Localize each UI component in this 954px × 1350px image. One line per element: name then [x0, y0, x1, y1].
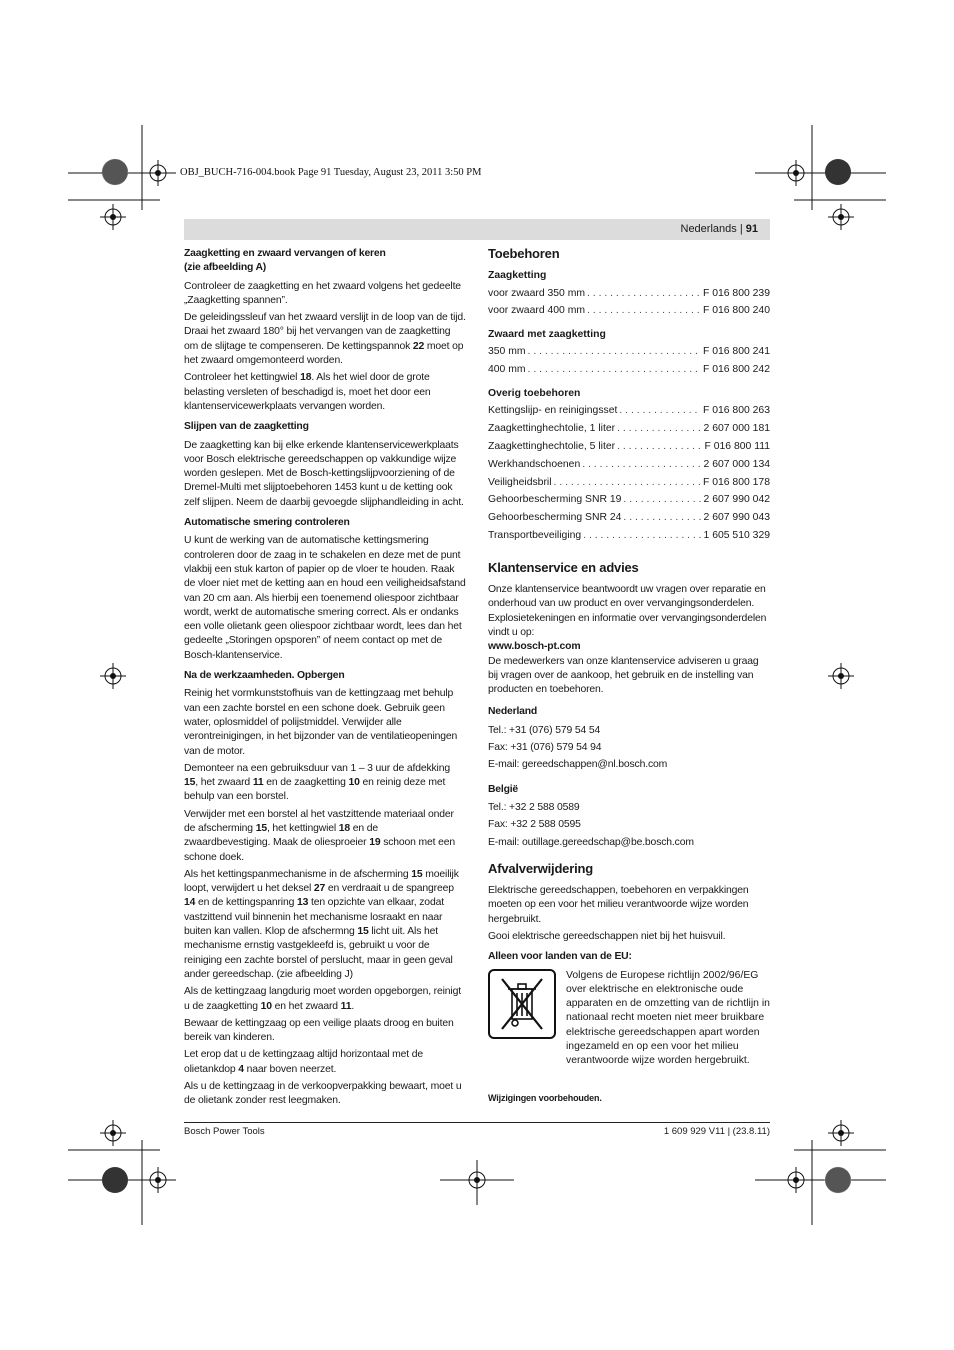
- language-label: Nederlands: [680, 223, 737, 235]
- footer-rule: [184, 1122, 770, 1123]
- paragraph: Verwijder met een borstel al het vastzittende materiaal onder de afscherming 15, het kettingwiel 18 en de zwaardbevestiging. Maak de oliesproeier 19 schoon met een schone doek.: [184, 808, 456, 863]
- accessory-item: [488, 345, 770, 363]
- country-belgium: België: [488, 783, 518, 795]
- paragraph: Elektrische gereedschappen, toebehoren en verpakkingen moeten op een voor het milieu verantwoorde wijze worden hergebruikt.: [488, 885, 749, 925]
- footer-docnumber: 1 609 929 V11 | (23.8.11): [663, 1126, 770, 1137]
- paragraph: Controleer de zaagketting en het zwaard volgens het gedeelte „Zaagketting spannen”.: [184, 280, 461, 306]
- paragraph: Reinig het vormkunststofhuis van de kettingzaag met behulp van een zachte borstel en een schone doek. Gebruik geen water, oplosmiddel of polijstmiddel. Verwijder alle verontreinigingen, in het bijzonder van de ventilatieopeningen van de motor.: [184, 688, 458, 757]
- paragraph: Let erop dat u de kettingzaag altijd horizontaal met de olietankdop 4 naar boven neerzet.: [184, 1049, 423, 1075]
- accessory-item: [488, 287, 770, 305]
- accessories-list: [488, 269, 770, 546]
- accessory-label: Zaagkettinghechtolie, 5 liter: [488, 440, 616, 452]
- accessory-code: 1 605 510 329: [703, 529, 770, 541]
- leader-dots: [623, 511, 701, 525]
- accessory-item: [488, 422, 770, 440]
- leader-dots: [587, 287, 701, 301]
- leader-dots: [528, 345, 701, 359]
- accessory-label: voor zwaard 400 mm: [488, 305, 586, 317]
- page-header: [681, 223, 759, 235]
- nl-phone: Tel.: +31 (076) 579 54 54: [488, 724, 601, 736]
- accessory-code: F 016 800 240: [702, 305, 770, 317]
- accessory-label: Veiligheidsbril: [488, 476, 552, 488]
- accessory-group-title: Zwaard met zaagketting: [488, 329, 606, 341]
- accessory-label: Kettingslijp- en reinigingsset: [488, 405, 618, 417]
- accessory-code: F 016 800 178: [702, 476, 770, 488]
- be-phone: Tel.: +32 2 588 0589: [488, 801, 580, 813]
- header-separator: |: [739, 223, 743, 235]
- nl-email[interactable]: E-mail: gereedschappen@nl.bosch.com: [488, 759, 668, 771]
- weee-text: Volgens de Europese richtlijn 2002/96/EG over elektrische en elektronische oude apparaten en de omzetting van de richtlijn in nationaal recht moeten niet meer bruikbare elektrische gereedschappen apart worden ingezameld en op een voor het milieu verantwoorde wijze worden hergebruikt.: [566, 969, 770, 1067]
- paragraph: Onze klantenservice beantwoordt uw vragen over reparatie en onderhoud van uw product en over vervangingsonderdelen. Explosietekeningen en informatie over vervangingsonderdelen vindt u op:: [488, 584, 767, 638]
- paragraph: De zaagketting kan bij elke erkende klantenservicewerkplaats voor Bosch elektrische gereedschappen op vakkundige wijze worden geslepen. Met de Bosch-kettingslijpvoorziening of de Dremel-Multi met slijptoebehoren 1453 kunt u de ketting ook zelf slijpen. Neem de daarbij gevoegde slijphandleiding in acht.: [184, 439, 464, 508]
- accessory-code: 2 607 000 134: [703, 458, 770, 470]
- paragraph: Als u de kettingzaag in de verkoopverpakking bewaart, moet u de olietank zonder rest leegmaken.: [184, 1081, 462, 1107]
- disposal-title: Afvalverwijdering: [488, 860, 593, 876]
- be-email[interactable]: E-mail: outillage.gereedschap@be.bosch.com: [488, 836, 694, 848]
- paragraph: U kunt de werking van de automatische kettingsmering controleren door de zaag in te schakelen en deze met de punt vlakbij een stuk karton of papier op de vloer te houden. Raak de vloer niet met de ketting aan en houd een veiligheidsafstand van 20 cm aan. Als hierbij een toenemend oliespoor zichtbaar wordt, werkt de automatische smering correct. Als er ondanks een volle olietank geen oliespoor zichtbaar wordt, lees dan het gedeelte „Storingen opsporen” of neem contact op met de Bosch-klantenservice.: [184, 535, 466, 661]
- crossed-out-bin-icon: [488, 969, 556, 1039]
- leader-dots: [582, 458, 701, 472]
- accessory-code: F 016 800 239: [702, 287, 770, 299]
- accessory-code: F 016 800 242: [702, 364, 770, 376]
- section-title-sharpening: Slijpen van de zaagketting: [184, 421, 309, 433]
- leader-dots: [528, 363, 701, 377]
- language-bar: [184, 219, 770, 240]
- paragraph: De medewerkers van onze klantenservice adviseren u graag bij vragen over de aankoop, het gebruik en de instelling van producten en toebehoren.: [488, 655, 759, 696]
- nl-fax: Fax: +31 (076) 579 54 94: [488, 742, 602, 754]
- footer-brand: Bosch Power Tools: [184, 1126, 265, 1137]
- accessory-label: 400 mm: [488, 364, 526, 376]
- accessory-code: F 016 800 263: [702, 405, 770, 417]
- accessory-item: [488, 404, 770, 422]
- accessory-code: F 016 800 241: [702, 346, 770, 358]
- accessory-group-title: Overig toebehoren: [488, 388, 581, 400]
- accessory-item: [488, 304, 770, 322]
- section-title-chain-replace: Zaagketting en zwaard vervangen of keren (zie afbeelding A): [184, 248, 386, 274]
- accessory-label: Zaagkettinghechtolie, 1 liter: [488, 423, 616, 435]
- accessory-label: Werkhandschoenen: [488, 458, 581, 470]
- section-title-storage: Na de werkzaamheden. Opbergen: [184, 670, 345, 682]
- leader-dots: [617, 422, 701, 436]
- paragraph: Demonteer na een gebruiksduur van 1 – 3 uur de afdekking 15, het zwaard 11 en de zaagketting 10 en reinig deze met behulp van een borstel.: [184, 762, 450, 803]
- accessory-item: [488, 458, 770, 476]
- leader-dots: [619, 404, 701, 418]
- leader-dots: [583, 529, 701, 543]
- paragraph: De geleidingssleuf van het zwaard verslijt in de loop van de tijd. Draai het zwaard 180° bij het vervangen van de zaagketting om de slijtage te compenseren. De kettingspannok 22 moet op het zwaard omgemonteerd worden.: [184, 312, 466, 367]
- accessory-item: [488, 511, 770, 529]
- paragraph: Als de kettingzaag langdurig moet worden opgeborgen, reinigt u de zaagketting 10 en het zwaard 11.: [184, 986, 461, 1012]
- accessory-label: Gehoorbescherming SNR 19: [488, 494, 622, 506]
- leader-dots: [617, 440, 702, 454]
- leader-dots: [587, 304, 701, 318]
- service-url[interactable]: www.bosch-pt.com: [488, 641, 581, 653]
- paragraph: Bewaar de kettingzaag op een veilige plaats droog en buiten bereik van kinderen.: [184, 1017, 454, 1044]
- leader-dots: [554, 476, 701, 490]
- accessory-group-title: Zaagketting: [488, 270, 547, 282]
- accessory-item: [488, 493, 770, 511]
- accessory-label: voor zwaard 350 mm: [488, 287, 586, 299]
- paragraph: Als het kettingspanmechanisme in de afscherming 15 moeilijk loopt, verwijdert u het deksel 27 en verdraait u de spangreep 14 en de kettingspanring 13 ten opzichte van elkaar, zodat vastzittend vuil binnenin het mechanisme losraakt en naar buiten kan vallen. Klop de afschermng 15 licht uit. Als het mechanisme ernstig vastgekleefd is, gebruikt u voor de reiniging een zachte borstel of perslucht, maar in geen geval ander gereedschap. (zie afbeelding J): [184, 868, 459, 980]
- country-netherlands: Nederland: [488, 706, 538, 718]
- accessory-item: [488, 476, 770, 494]
- accessory-label: Gehoorbescherming SNR 24: [488, 512, 622, 524]
- service-title: Klantenservice en advies: [488, 559, 639, 575]
- accessory-code: 2 607 990 043: [703, 512, 770, 524]
- leader-dots: [623, 493, 701, 507]
- weee-block: [488, 969, 770, 1069]
- section-title-lubrication: Automatische smering controleren: [184, 517, 350, 529]
- accessory-item: [488, 529, 770, 547]
- paragraph: Gooi elektrische gereedschappen niet bij het huisvuil.: [488, 930, 726, 942]
- changes-notice: Wijzigingen voorbehouden.: [488, 1092, 602, 1103]
- be-fax: Fax: +32 2 588 0595: [488, 819, 581, 831]
- accessories-title: Toebehoren: [488, 246, 560, 261]
- left-column: [184, 247, 466, 1112]
- print-info: OBJ_BUCH-716-004.book Page 91 Tuesday, August 23, 2011 3:50 PM: [180, 167, 482, 178]
- accessory-label: Transportbeveiliging: [488, 529, 582, 541]
- accessory-code: 2 607 990 042: [703, 494, 770, 506]
- accessory-label: 350 mm: [488, 346, 526, 358]
- accessory-code: 2 607 000 181: [703, 423, 770, 435]
- accessory-item: [488, 363, 770, 381]
- eu-title: Alleen voor landen van de EU:: [488, 951, 632, 963]
- accessory-code: F 016 800 111: [704, 440, 770, 452]
- accessory-item: [488, 440, 770, 458]
- right-column: [488, 247, 770, 1108]
- page-number: 91: [745, 223, 758, 235]
- paragraph: Controleer het kettingwiel 18. Als het wiel door de grote belasting versleten of beschadigd is, moet het door een klantenservicewerkplaats vervangen worden.: [184, 372, 431, 412]
